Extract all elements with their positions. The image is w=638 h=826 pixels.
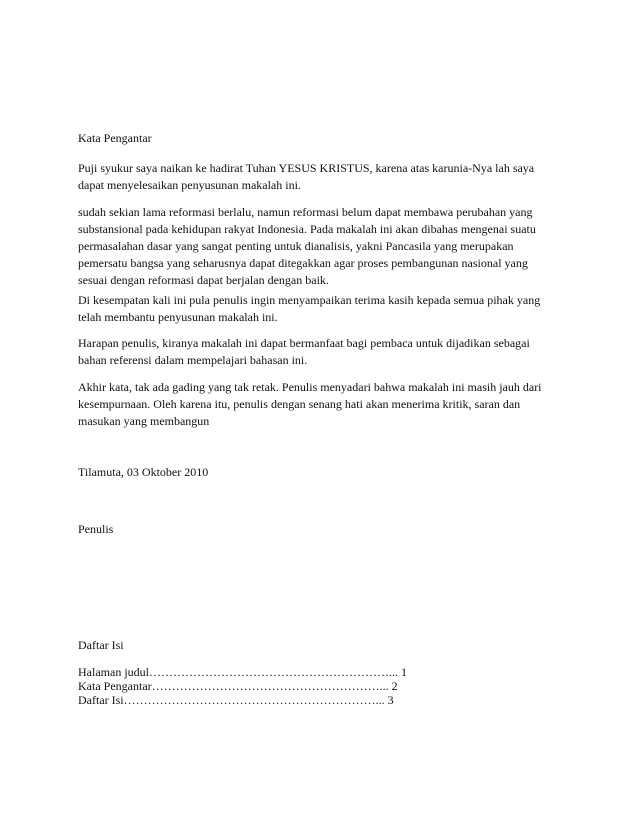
paragraph-5 — [78, 379, 578, 430]
paragraph-3 — [78, 292, 578, 326]
toc-title: Daftar Isi — [78, 638, 124, 652]
paragraph-line: masukan yang membangun — [78, 414, 210, 428]
place-date-block — [78, 464, 578, 481]
paragraph-line: sudah sekian lama reformasi berlalu, namun reformasi belum dapat membawa perubahan yang — [78, 205, 533, 219]
paragraph-line: telah membantu penyusunan makalah ini. — [78, 310, 278, 324]
toc-entry-halaman-judul: Halaman judul……………………………………………………... 1 — [78, 665, 407, 679]
paragraph-line: substansional pada kehidupan rakyat Indonesia. Pada makalah ini akan dibahas mengenai suatu — [78, 222, 536, 236]
signature-label: Penulis — [78, 522, 114, 536]
toc-heading — [78, 637, 578, 654]
signature-block — [78, 521, 578, 538]
paragraph-2 — [78, 204, 578, 289]
place-date: Tilamuta, 03 Oktober 2010 — [78, 465, 209, 479]
paragraph-4 — [78, 335, 578, 369]
paragraph-line: bahan referensi dalam mempelajari bahasan ini. — [78, 353, 308, 367]
paragraph-line: sesuai dengan reformasi dapat berjalan dengan baik. — [78, 273, 329, 287]
toc-list — [78, 665, 578, 707]
preface-title: Kata Pengantar — [78, 131, 152, 145]
paragraph-line: pemersatu bangsa yang seharusnya dapat ditegakkan agar proses pembangunan nasional yang — [78, 256, 528, 270]
paragraph-1 — [78, 160, 578, 194]
paragraph-line: Puji syukur saya naikan ke hadirat Tuhan YESUS KRISTUS, karena atas karunia-Nya lah saya — [78, 161, 535, 175]
paragraph-line: kesempurnaan. Oleh karena itu, penulis dengan senang hati akan menerima kritik, saran dan — [78, 397, 521, 411]
paragraph-line: Akhir kata, tak ada gading yang tak retak. Penulis menyadari bahwa makalah ini masih jauh dari — [78, 380, 542, 394]
preface-heading — [78, 130, 578, 147]
toc-entry-daftar-isi: Daftar Isi………………………………………………………... 3 — [78, 693, 394, 707]
toc-entry-kata-pengantar: Kata Pengantar…………………………………………………... 2 — [78, 679, 398, 693]
paragraph-line: Di kesempatan kali ini pula penulis ingin menyampaikan terima kasih kepada semua pihak yang — [78, 293, 541, 307]
paragraph-line: Harapan penulis, kiranya makalah ini dapat bermanfaat bagi pembaca untuk dijadikan sebagai — [78, 336, 530, 350]
paragraph-line: dapat menyelesaikan penyusunan makalah ini. — [78, 178, 301, 192]
paragraph-line: permasalahan dasar yang sangat penting untuk dianalisis, yakni Pancasila yang merupakan — [78, 239, 514, 253]
